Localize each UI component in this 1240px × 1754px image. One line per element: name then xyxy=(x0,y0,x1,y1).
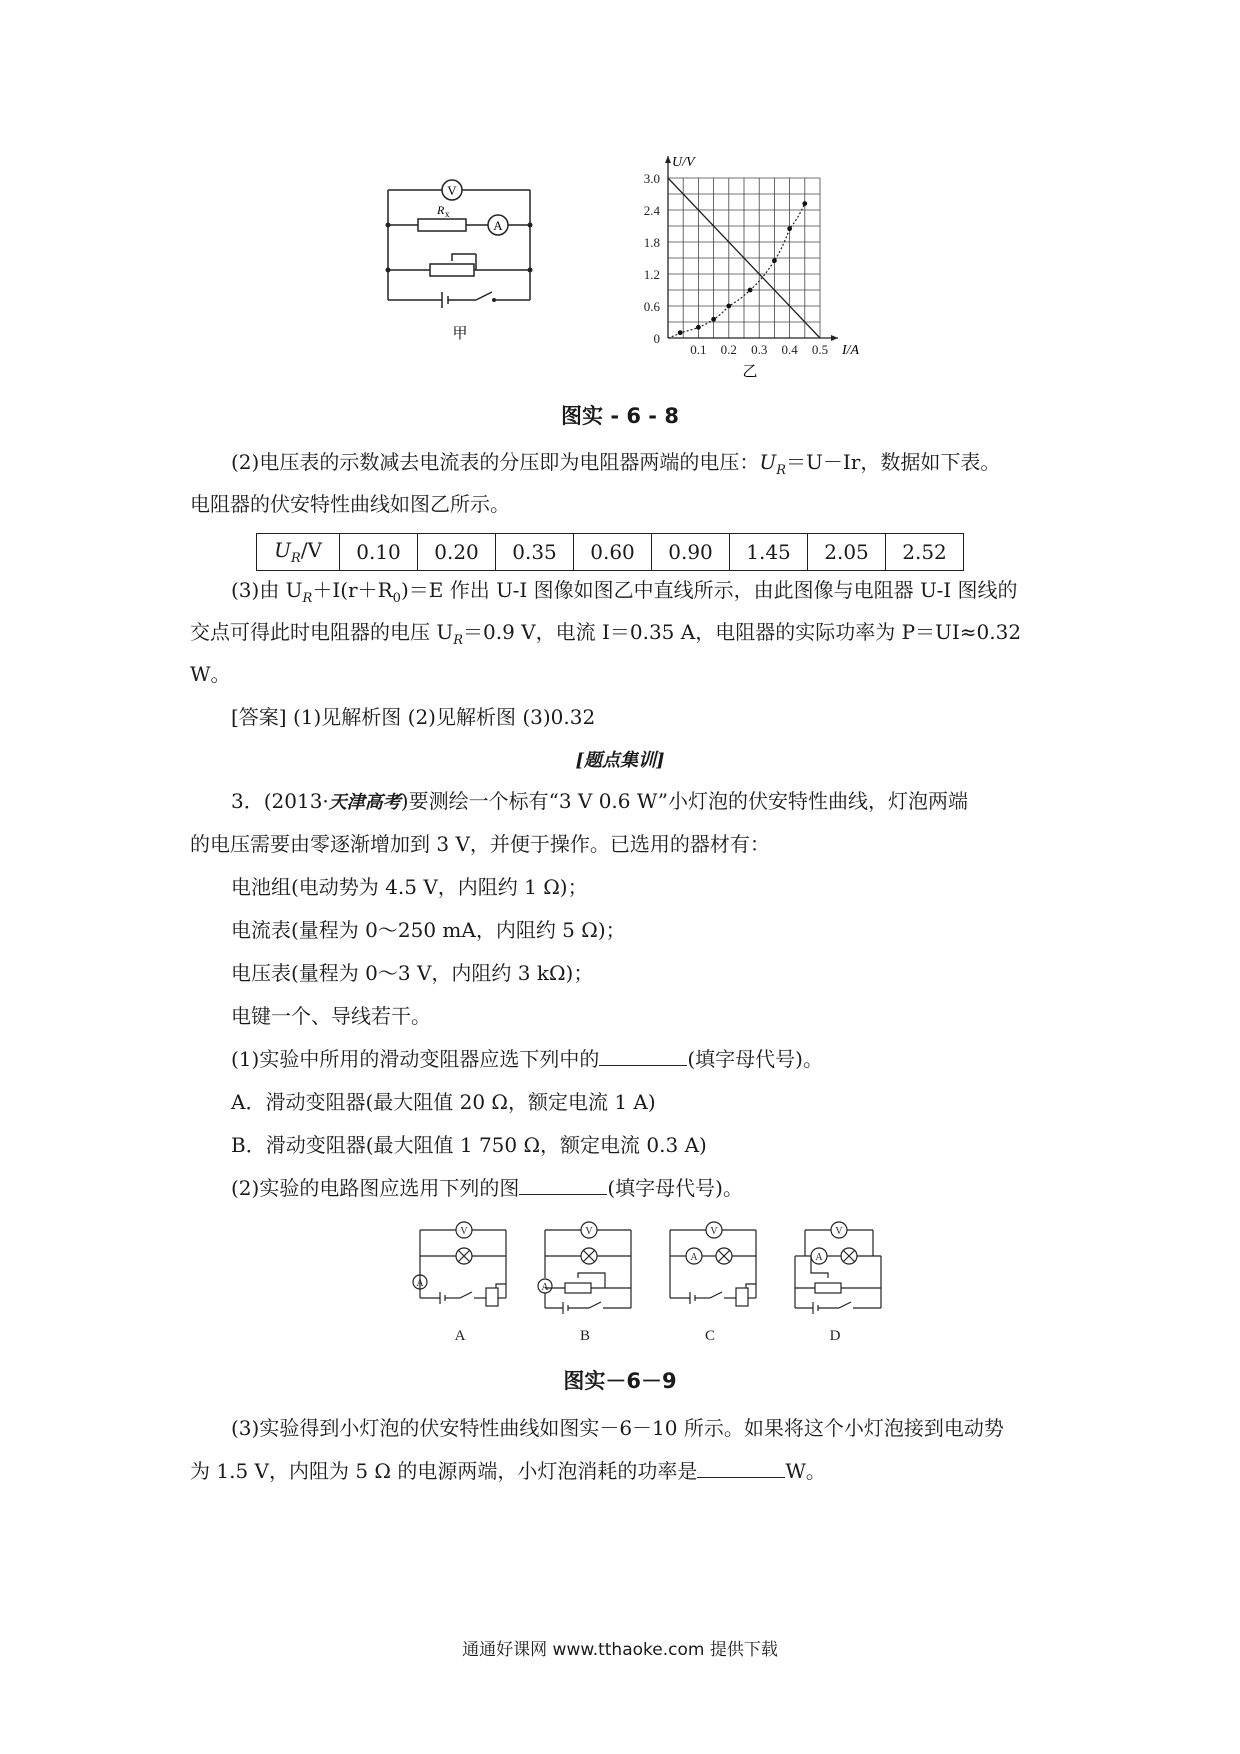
svg-text:V: V xyxy=(460,1226,468,1237)
q3-item: 电流表(量程为 0～250 mA，内阻约 5 Ω)； xyxy=(231,918,626,942)
chart-y-label: U/V xyxy=(672,155,695,170)
figure-caption-6-8: 图实 - 6 - 8 xyxy=(561,404,679,428)
y-axis-arrow xyxy=(665,156,671,163)
q3-line-2: 的电压需要由零逐渐增加到 3 V，并便于操作。已选用的器材有： xyxy=(190,832,770,856)
table-cell: 0.90 xyxy=(652,534,730,571)
table-row xyxy=(257,534,964,571)
y-tick-label: 3.0 xyxy=(643,171,660,186)
svg-text:A: A xyxy=(690,1252,698,1263)
q3-item: 电池组(电动势为 4.5 V，内阻约 1 Ω)； xyxy=(231,875,588,899)
data-point xyxy=(696,325,701,330)
para-2-line-1 xyxy=(231,448,1000,485)
circuit-label-a: A xyxy=(454,1328,466,1344)
para-3-line-2: 交点可得此时电阻器的电压 $U_R=0.9$ V，电流 I＝0.35 A，电阻器的实际功率为 P＝UI≈0.32 xyxy=(190,620,1022,648)
q3-sub-3-line-2: 为 1.5 V，内阻为 5 Ω 的电源两端，小灯泡消耗的功率是 W。 xyxy=(190,1459,826,1483)
formula-sub: R xyxy=(776,463,786,478)
table-cell: 2.05 xyxy=(808,534,886,571)
y-tick-label: 0.6 xyxy=(643,299,660,314)
table-cell: 0.10 xyxy=(340,534,418,571)
q3-source: 天津高考 xyxy=(328,792,401,813)
resistor-iv-curve xyxy=(668,204,805,338)
data-point xyxy=(711,317,716,322)
q3-sub-3-line-1: (3)实验得到小灯泡的伏安特性曲线如图实－6－10 所示。如果将这个小灯泡接到电动势 xyxy=(231,1416,1004,1440)
figure-label-jia: 甲 xyxy=(452,326,468,342)
voltmeter-label: V xyxy=(447,183,457,198)
circuit-label-c: C xyxy=(704,1328,716,1344)
table-header-cell: $U_R/V$ xyxy=(257,534,340,571)
y-tick-label: 1.8 xyxy=(643,235,660,250)
ammeter-label: A xyxy=(493,218,503,233)
x-tick-label: 0.4 xyxy=(781,342,798,357)
circuit-label-b: B xyxy=(579,1328,591,1344)
formula-u: U xyxy=(759,450,777,474)
svg-text:V: V xyxy=(835,1226,843,1237)
circuit-label-d: D xyxy=(829,1328,841,1344)
option-a: A．滑动变阻器(最大阻值 20 Ω，额定电流 1 A) xyxy=(231,1090,656,1114)
x-tick-label: 0.5 xyxy=(811,342,829,357)
voltage-table xyxy=(256,533,964,571)
svg-text:A: A xyxy=(815,1252,823,1263)
circuit-diagram-jia xyxy=(380,170,550,345)
para-2-line-2: 电阻器的伏安特性曲线如图乙所示。 xyxy=(190,492,510,516)
svg-text:A: A xyxy=(541,1282,549,1293)
figure-label-yi: 乙 xyxy=(742,364,758,380)
section-heading: [题点集训] xyxy=(575,750,665,771)
rx-label-sub: x xyxy=(445,209,450,219)
answer-blank xyxy=(599,1045,687,1066)
q3-item: 电键一个、导线若干。 xyxy=(231,1004,431,1028)
y-tick-label: 1.2 xyxy=(643,267,660,282)
option-b: B．滑动变阻器(最大阻值 1 750 Ω，额定电流 0.3 A) xyxy=(231,1133,707,1157)
data-point xyxy=(772,258,777,263)
table-cell: 0.60 xyxy=(574,534,652,571)
table-cell: 1.45 xyxy=(730,534,808,571)
page-footer: 通通好课网 www.tthaoke.com 提供下载 xyxy=(462,1640,778,1660)
svg-text:V: V xyxy=(710,1226,718,1237)
para-3-line-1: (3)由 $U_R+I(r+R_0)=E$ 作出 U-I 图像如图乙中直线所示，由此图像与电阻器 U-I 图线的 xyxy=(231,578,1018,606)
chart-x-label: I/A xyxy=(842,343,860,358)
table-cell: 0.20 xyxy=(418,534,496,571)
q3-sub-2: (2)实验的电路图应选用下列的图 (填字母代号)。 xyxy=(231,1176,743,1200)
answer-line: [答案] (1)见解析图 (2)见解析图 (3)0.32 xyxy=(231,705,596,729)
table-cell: 0.35 xyxy=(496,534,574,571)
q3-line-1: 3．(2013·天津高考)要测绘一个标有“3 V 0.6 W”小灯泡的伏安特性曲线，灯泡两端 xyxy=(231,789,969,813)
x-tick-label: 0.3 xyxy=(751,342,768,357)
data-point xyxy=(787,226,792,231)
svg-text:V: V xyxy=(585,1226,593,1237)
x-tick-label: 0.2 xyxy=(720,342,737,357)
table-cell: 2.52 xyxy=(886,534,964,571)
q3-sub-1: (1)实验中所用的滑动变阻器应选下列中的 (填字母代号)。 xyxy=(231,1047,823,1071)
formula-rest: ＝U－Ir，数据如下表。 xyxy=(786,450,1001,474)
para-2-text: (2)电压表的示数减去电流表的分压即为电阻器两端的电压： xyxy=(231,450,760,474)
q3-item: 电压表(量程为 0～3 V，内阻约 3 kΩ)； xyxy=(231,961,594,985)
figure-caption-6-9: 图实－6－9 xyxy=(563,1369,677,1393)
circuit-options xyxy=(390,1218,910,1348)
data-point xyxy=(726,304,731,309)
x-axis-arrow xyxy=(831,335,838,341)
iv-chart-yi xyxy=(620,150,870,380)
svg-text:A: A xyxy=(416,1278,424,1289)
data-point xyxy=(748,288,753,293)
data-point xyxy=(678,330,683,335)
y-tick-label: 0 xyxy=(653,331,660,346)
answer-blank xyxy=(697,1457,785,1478)
rx-label: R xyxy=(437,203,445,217)
y-tick-label: 2.4 xyxy=(643,203,660,218)
answer-blank xyxy=(519,1174,607,1195)
para-3-line-3: W。 xyxy=(190,662,231,686)
data-point xyxy=(802,201,807,206)
x-tick-label: 0.1 xyxy=(690,342,707,357)
